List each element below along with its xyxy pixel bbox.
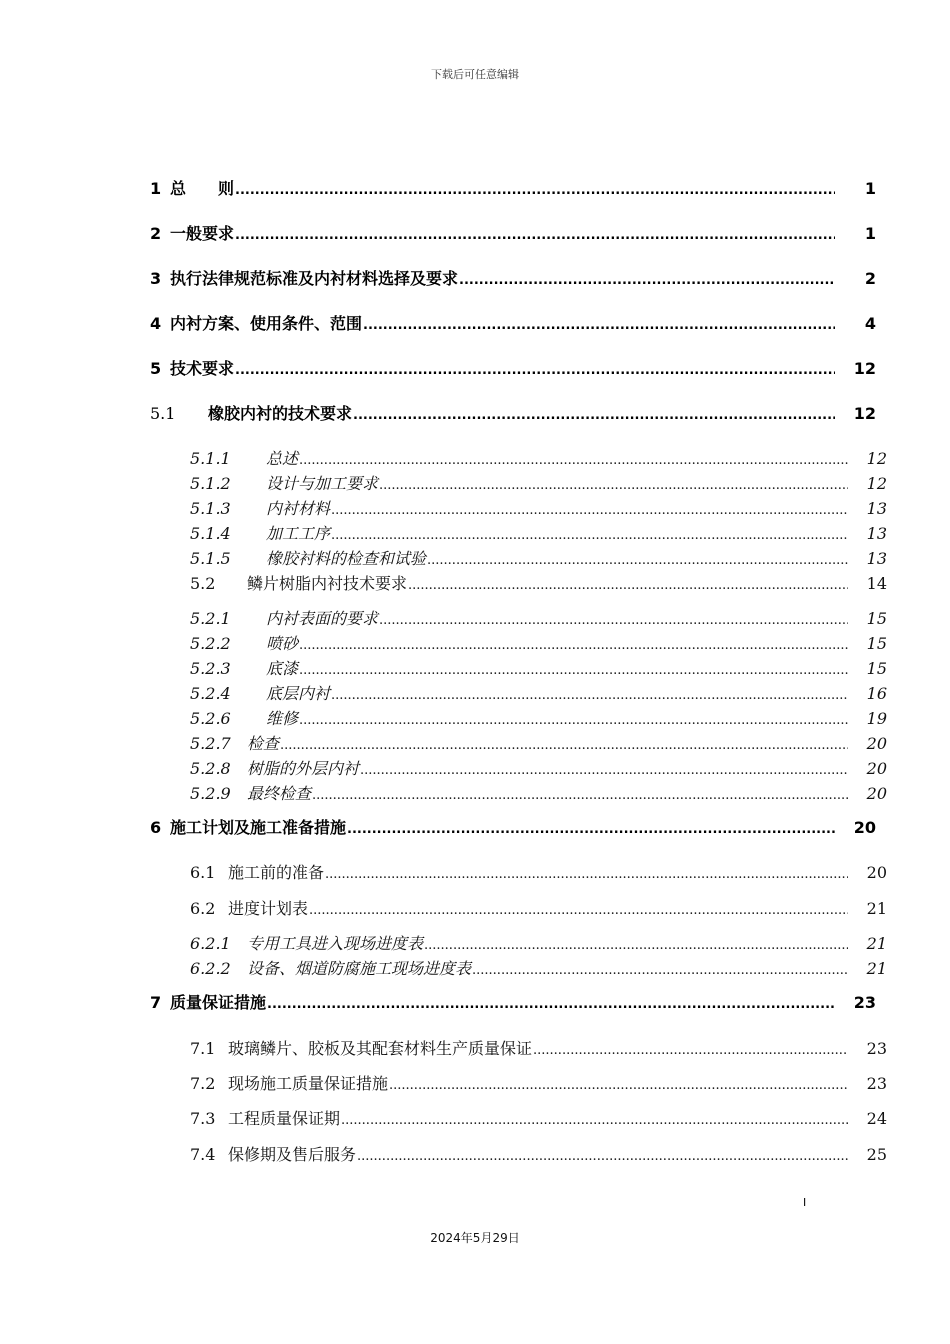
dot-leader <box>312 788 848 803</box>
toc-title: 检查 <box>247 734 280 753</box>
toc-title: 底漆 <box>266 659 299 678</box>
toc-entry-1[interactable] <box>150 176 876 199</box>
toc-page: 13 <box>866 549 887 568</box>
toc-page: 1 <box>864 224 876 243</box>
toc-title: 玻璃鳞片、胶板及其配套材料生产质量保证 <box>228 1039 533 1058</box>
toc-page: 13 <box>866 524 887 543</box>
toc-title: 施工计划及施工准备措施 <box>170 818 347 837</box>
dot-leader <box>299 713 848 728</box>
toc-page: 23 <box>866 1074 887 1093</box>
toc-number: 5.1.4 <box>190 524 231 543</box>
dot-leader <box>347 822 835 837</box>
dot-leader <box>379 478 848 493</box>
dot-leader <box>379 613 848 628</box>
dot-leader <box>309 903 848 918</box>
toc-page: 20 <box>866 784 887 803</box>
toc-entry-6[interactable] <box>150 815 876 838</box>
toc-number: 5 <box>150 359 162 378</box>
dot-leader <box>299 638 848 653</box>
toc-number: 5.1.3 <box>190 499 231 518</box>
dot-leader <box>325 867 848 882</box>
toc-number: 4 <box>150 314 162 333</box>
toc-page: 1 <box>864 179 876 198</box>
toc-title: 加工工序 <box>266 524 331 543</box>
toc-page: 12 <box>866 449 887 468</box>
toc-entry-7-4[interactable] <box>190 1142 887 1165</box>
toc-number: 5.2.9 <box>190 784 231 803</box>
toc-title: 一般要求 <box>170 224 235 243</box>
toc-entry-5-2-1[interactable] <box>190 606 887 629</box>
toc-entry-5-2-3[interactable] <box>190 656 887 679</box>
toc-number: 5.2.4 <box>190 684 231 703</box>
dot-leader <box>235 228 835 243</box>
toc-entry-5[interactable] <box>150 356 876 379</box>
toc-title: 最终检查 <box>247 784 312 803</box>
dot-leader <box>427 553 848 568</box>
toc-number: 5.2.1 <box>190 609 231 628</box>
toc-title: 内衬方案、使用条件、范围 <box>170 314 363 333</box>
toc-entry-3[interactable] <box>150 266 876 289</box>
toc-title: 保修期及售后服务 <box>228 1145 357 1164</box>
dot-leader <box>267 997 835 1012</box>
toc-page: 20 <box>853 818 876 837</box>
toc-title: 喷砂 <box>266 634 299 653</box>
toc-number: 5.2.6 <box>190 709 231 728</box>
toc-number: 6.2 <box>190 899 216 918</box>
toc-number: 7.4 <box>190 1145 216 1164</box>
toc-entry-2[interactable] <box>150 221 876 244</box>
toc-title: 鳞片树脂内衬技术要求 <box>247 574 408 593</box>
toc-number: 5.2.7 <box>190 734 231 753</box>
dot-leader <box>299 663 848 678</box>
dot-leader <box>424 938 848 953</box>
toc-number: 6.1 <box>190 863 216 882</box>
toc-entry-6-2-1[interactable] <box>190 931 887 954</box>
toc-title: 树脂的外层内衬 <box>247 759 360 778</box>
toc-entry-7-1[interactable] <box>190 1036 887 1059</box>
toc-title: 橡胶衬料的检查和试验 <box>266 549 427 568</box>
toc-title: 执行法律规范标准及内衬材料选择及要求 <box>170 269 459 288</box>
dot-leader <box>408 578 848 593</box>
toc-page: 21 <box>866 959 887 978</box>
toc-title: 设备、烟道防腐施工现场进度表 <box>247 959 472 978</box>
toc-entry-5-1-4[interactable] <box>190 521 887 544</box>
toc-number: 1 <box>150 179 162 198</box>
toc-page: 15 <box>866 609 887 628</box>
toc-number: 5.1.1 <box>190 449 231 468</box>
toc-entry-5-2-7[interactable] <box>190 731 887 754</box>
toc-entry-5-2-6[interactable] <box>190 706 887 729</box>
toc-page: 20 <box>866 759 887 778</box>
dot-leader <box>299 453 848 468</box>
toc-title: 总述 <box>266 449 299 468</box>
toc-page: 16 <box>866 684 887 703</box>
toc-entry-5-1-1[interactable] <box>190 446 887 469</box>
toc-page: 23 <box>853 993 876 1012</box>
toc-title: 工程质量保证期 <box>228 1109 341 1128</box>
toc-title: 施工前的准备 <box>228 863 325 882</box>
toc-title: 质量保证措施 <box>170 993 267 1012</box>
toc-number: 5.2.8 <box>190 759 231 778</box>
dot-leader <box>353 408 835 423</box>
toc-page: 12 <box>866 474 887 493</box>
toc-page: 15 <box>866 634 887 653</box>
toc-title: 技术要求 <box>170 359 235 378</box>
toc-page: 24 <box>866 1109 887 1128</box>
toc-entry-5-2-2[interactable] <box>190 631 887 654</box>
toc-number: 7 <box>150 993 162 1012</box>
toc-title: 专用工具进入现场进度表 <box>247 934 424 953</box>
dot-leader <box>360 763 848 778</box>
toc-page: 13 <box>866 499 887 518</box>
toc-page: 20 <box>866 863 887 882</box>
toc-entry-6-1[interactable] <box>190 860 887 883</box>
toc-number: 5.1.5 <box>190 549 231 568</box>
toc-title: 维修 <box>266 709 299 728</box>
toc-title: 总 则 <box>170 179 235 198</box>
footer-date: 2024年5月29日 <box>430 1231 520 1245</box>
toc-title: 橡胶内衬的技术要求 <box>208 404 353 423</box>
toc-title: 内衬材料 <box>266 499 331 518</box>
dot-leader <box>357 1149 848 1164</box>
toc-number: 5.1 <box>150 404 176 423</box>
dot-leader <box>331 688 848 703</box>
toc-entry-5-2-4[interactable] <box>190 681 887 704</box>
toc-number: 2 <box>150 224 162 243</box>
toc-number: 7.2 <box>190 1074 216 1093</box>
toc-page: 25 <box>866 1145 887 1164</box>
toc-number: 6.2.1 <box>190 934 231 953</box>
toc-page: 23 <box>866 1039 887 1058</box>
dot-leader <box>280 738 848 753</box>
toc-page: 15 <box>866 659 887 678</box>
toc-title: 现场施工质量保证措施 <box>228 1074 389 1093</box>
toc-number: 7.3 <box>190 1109 216 1128</box>
toc-entry-6-2[interactable] <box>190 896 887 919</box>
toc-entry-7-2[interactable] <box>190 1071 887 1094</box>
toc-title: 底层内衬 <box>266 684 331 703</box>
toc-page: 21 <box>866 899 887 918</box>
dot-leader <box>363 318 835 333</box>
toc-page: 12 <box>853 359 876 378</box>
dot-leader <box>235 363 835 378</box>
toc-entry-5-1[interactable] <box>150 401 876 424</box>
toc-entry-7[interactable] <box>150 990 876 1013</box>
toc-title: 设计与加工要求 <box>266 474 379 493</box>
page-number-marker: I <box>803 1196 807 1209</box>
dot-leader <box>472 963 848 978</box>
toc-number: 5.1.2 <box>190 474 231 493</box>
toc-number: 7.1 <box>190 1039 216 1058</box>
toc-entry-4[interactable] <box>150 311 876 334</box>
toc-entry-6-2-2[interactable] <box>190 956 887 979</box>
toc-number: 6 <box>150 818 162 837</box>
toc-number: 5.2 <box>190 574 216 593</box>
toc-page: 20 <box>866 734 887 753</box>
toc-page: 4 <box>864 314 876 333</box>
dot-leader <box>533 1043 848 1058</box>
dot-leader <box>331 503 848 518</box>
toc-page: 12 <box>853 404 876 423</box>
toc-number: 6.2.2 <box>190 959 231 978</box>
dot-leader <box>459 273 835 288</box>
toc-page: 2 <box>864 269 876 288</box>
toc-number: 5.2.3 <box>190 659 231 678</box>
dot-leader <box>331 528 848 543</box>
toc-entry-5-1-3[interactable] <box>190 496 887 519</box>
toc-title: 内衬表面的要求 <box>266 609 379 628</box>
toc-entry-5-2-8[interactable] <box>190 756 887 779</box>
toc-number: 5.2.2 <box>190 634 231 653</box>
dot-leader <box>389 1078 848 1093</box>
toc-number: 3 <box>150 269 162 288</box>
toc-entry-5-2-9[interactable] <box>190 781 887 804</box>
toc-page: 14 <box>866 574 887 593</box>
toc-title: 进度计划表 <box>228 899 309 918</box>
toc-entry-5-2[interactable] <box>190 571 887 594</box>
toc-entry-5-1-5[interactable] <box>190 546 887 569</box>
toc-page: 19 <box>866 709 887 728</box>
toc-entry-5-1-2[interactable] <box>190 471 887 494</box>
toc-page: 21 <box>866 934 887 953</box>
dot-leader <box>341 1113 848 1128</box>
dot-leader <box>235 183 835 198</box>
header-note: 下载后可任意编辑 <box>431 68 519 81</box>
toc-entry-7-3[interactable] <box>190 1106 887 1129</box>
